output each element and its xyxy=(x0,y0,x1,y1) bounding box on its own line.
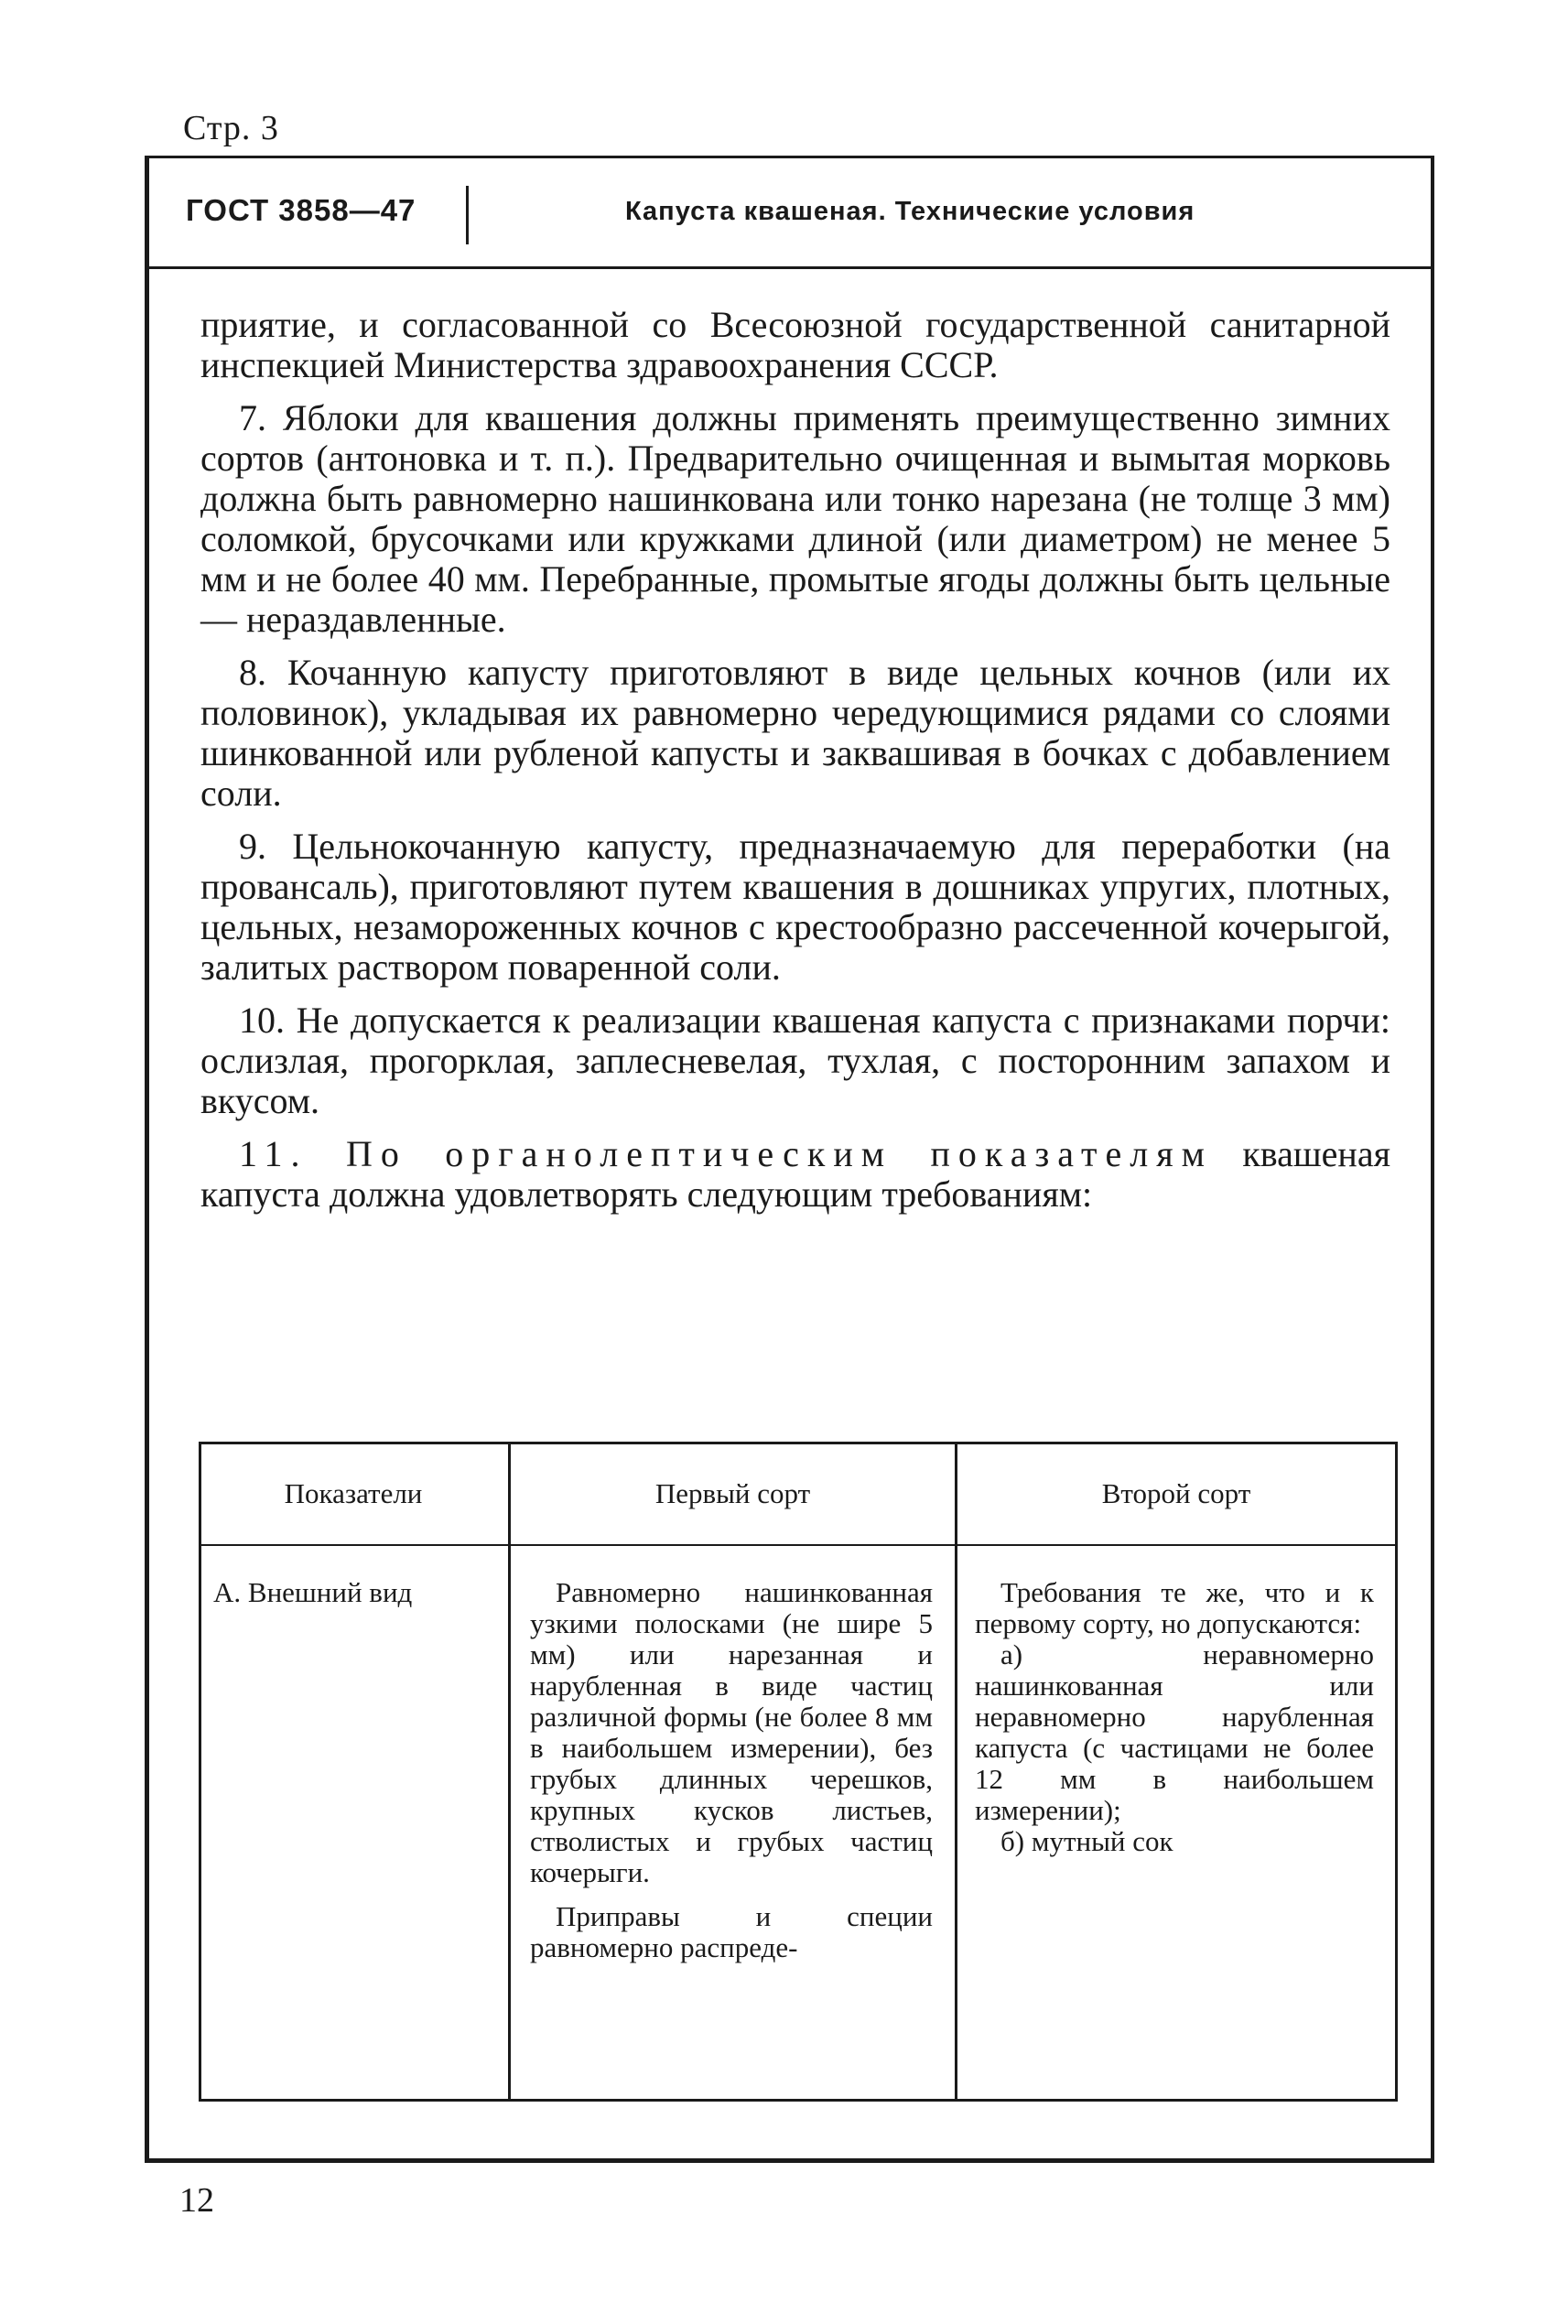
page-bottom-rule xyxy=(145,2158,1431,2163)
paragraph-9: 9. Цельнокочанную капусту, предназначаемую для переработки (на провансаль), приготовляют путем квашения в дошниках упругих, плотных, цельных, незамороженных кочнов с крестообразно рассеченной кочерыгой, залитых раствором поваренной соли. xyxy=(200,826,1390,988)
column-header-indicators: Показатели xyxy=(284,1477,423,1509)
table-column-divider-2 xyxy=(955,1442,957,2102)
paragraph-continuation: приятие, и согласованной со Всесоюзной государственной санитарной инспекцией Министерства здравоохранения СССР. xyxy=(200,304,1390,385)
column-header-first-grade: Первый сорт xyxy=(654,1477,811,1509)
first-grade-cell xyxy=(530,1577,933,1963)
page-header xyxy=(149,158,1431,269)
table-column-divider-1 xyxy=(508,1442,511,2102)
paragraph-10: 10. Не допускается к реализации квашеная капуста с признаками порчи: ослизлая, прогорклая, заплесневелая, тухлая, с посторонним запахом и вкусом. xyxy=(200,1000,1390,1121)
paragraph-11-rest: квашеная капуста должна удовлетворять следующим требованиям: xyxy=(200,1133,1390,1215)
second-grade-cell xyxy=(975,1577,1374,1857)
header-divider xyxy=(466,186,469,244)
second-grade-intro: Требования те же, что и к первому сорту, но допускаются: xyxy=(975,1576,1374,1639)
document-title: Капуста квашеная. Технические условия xyxy=(625,197,1195,226)
requirements-table xyxy=(199,1442,1398,2102)
paragraph-11-lead: 11. По органолептическим показателям xyxy=(239,1133,1213,1174)
table-right-border xyxy=(1395,1442,1398,2102)
first-grade-seasoning: Приправы и специи равномерно распреде- xyxy=(530,1900,933,1963)
table-left-border xyxy=(199,1442,201,2102)
standard-number: ГОСТ 3858—47 xyxy=(186,193,416,227)
first-grade-text: Равномерно нашинкованная узкими полосками (не шире 5 мм) или нарезанная и нарубленная в виде частиц различной формы (не более 8 мм в наибольшем измерении), без грубых длинных черешков, крупных кусков листьев, стволистых и грубых частиц кочерыги. xyxy=(530,1576,933,1888)
second-grade-item-a: а) неравномерно нашинкованная или неравномерно нарубленная капуста (с частицами не более 12 мм в наибольшем измерении); xyxy=(975,1638,1374,1826)
table-top-rule xyxy=(199,1442,1398,1444)
paragraph-11 xyxy=(200,1134,1390,1215)
page-frame xyxy=(145,156,1434,2163)
body-text xyxy=(200,305,1390,1227)
second-grade-item-b: б) мутный сок xyxy=(1000,1825,1173,1857)
table-bottom-rule xyxy=(199,2099,1398,2102)
paragraph-7: 7. Яблоки для квашения должны применять преимущественно зимних сортов (антоновка и т. п.). Предварительно очищенная и вымытая морковь должна быть равномерно нашинкована или тонко нарезана (не толще 3 мм) соломкой, брусочками или кружками длиной (или диаметром) не менее 5 мм и не более 40 мм. Перебранные, промытые ягоды должны быть цельные — нераздавленные. xyxy=(200,397,1390,640)
row-label-appearance: А. Внешний вид xyxy=(213,1576,413,1608)
table-header-rule xyxy=(199,1544,1398,1546)
page-label: Стр. 3 xyxy=(183,109,279,147)
paragraph-8: 8. Кочанную капусту приготовляют в виде цельных кочнов (или их половинок), укладывая их равномерно чередующимися рядами со слоями шинкованной или рубленой капусты и заквашивая в бочках с добавлением соли. xyxy=(200,652,1390,814)
column-header-second-grade: Второй сорт xyxy=(1101,1477,1251,1509)
page-number: 12 xyxy=(179,2181,214,2220)
